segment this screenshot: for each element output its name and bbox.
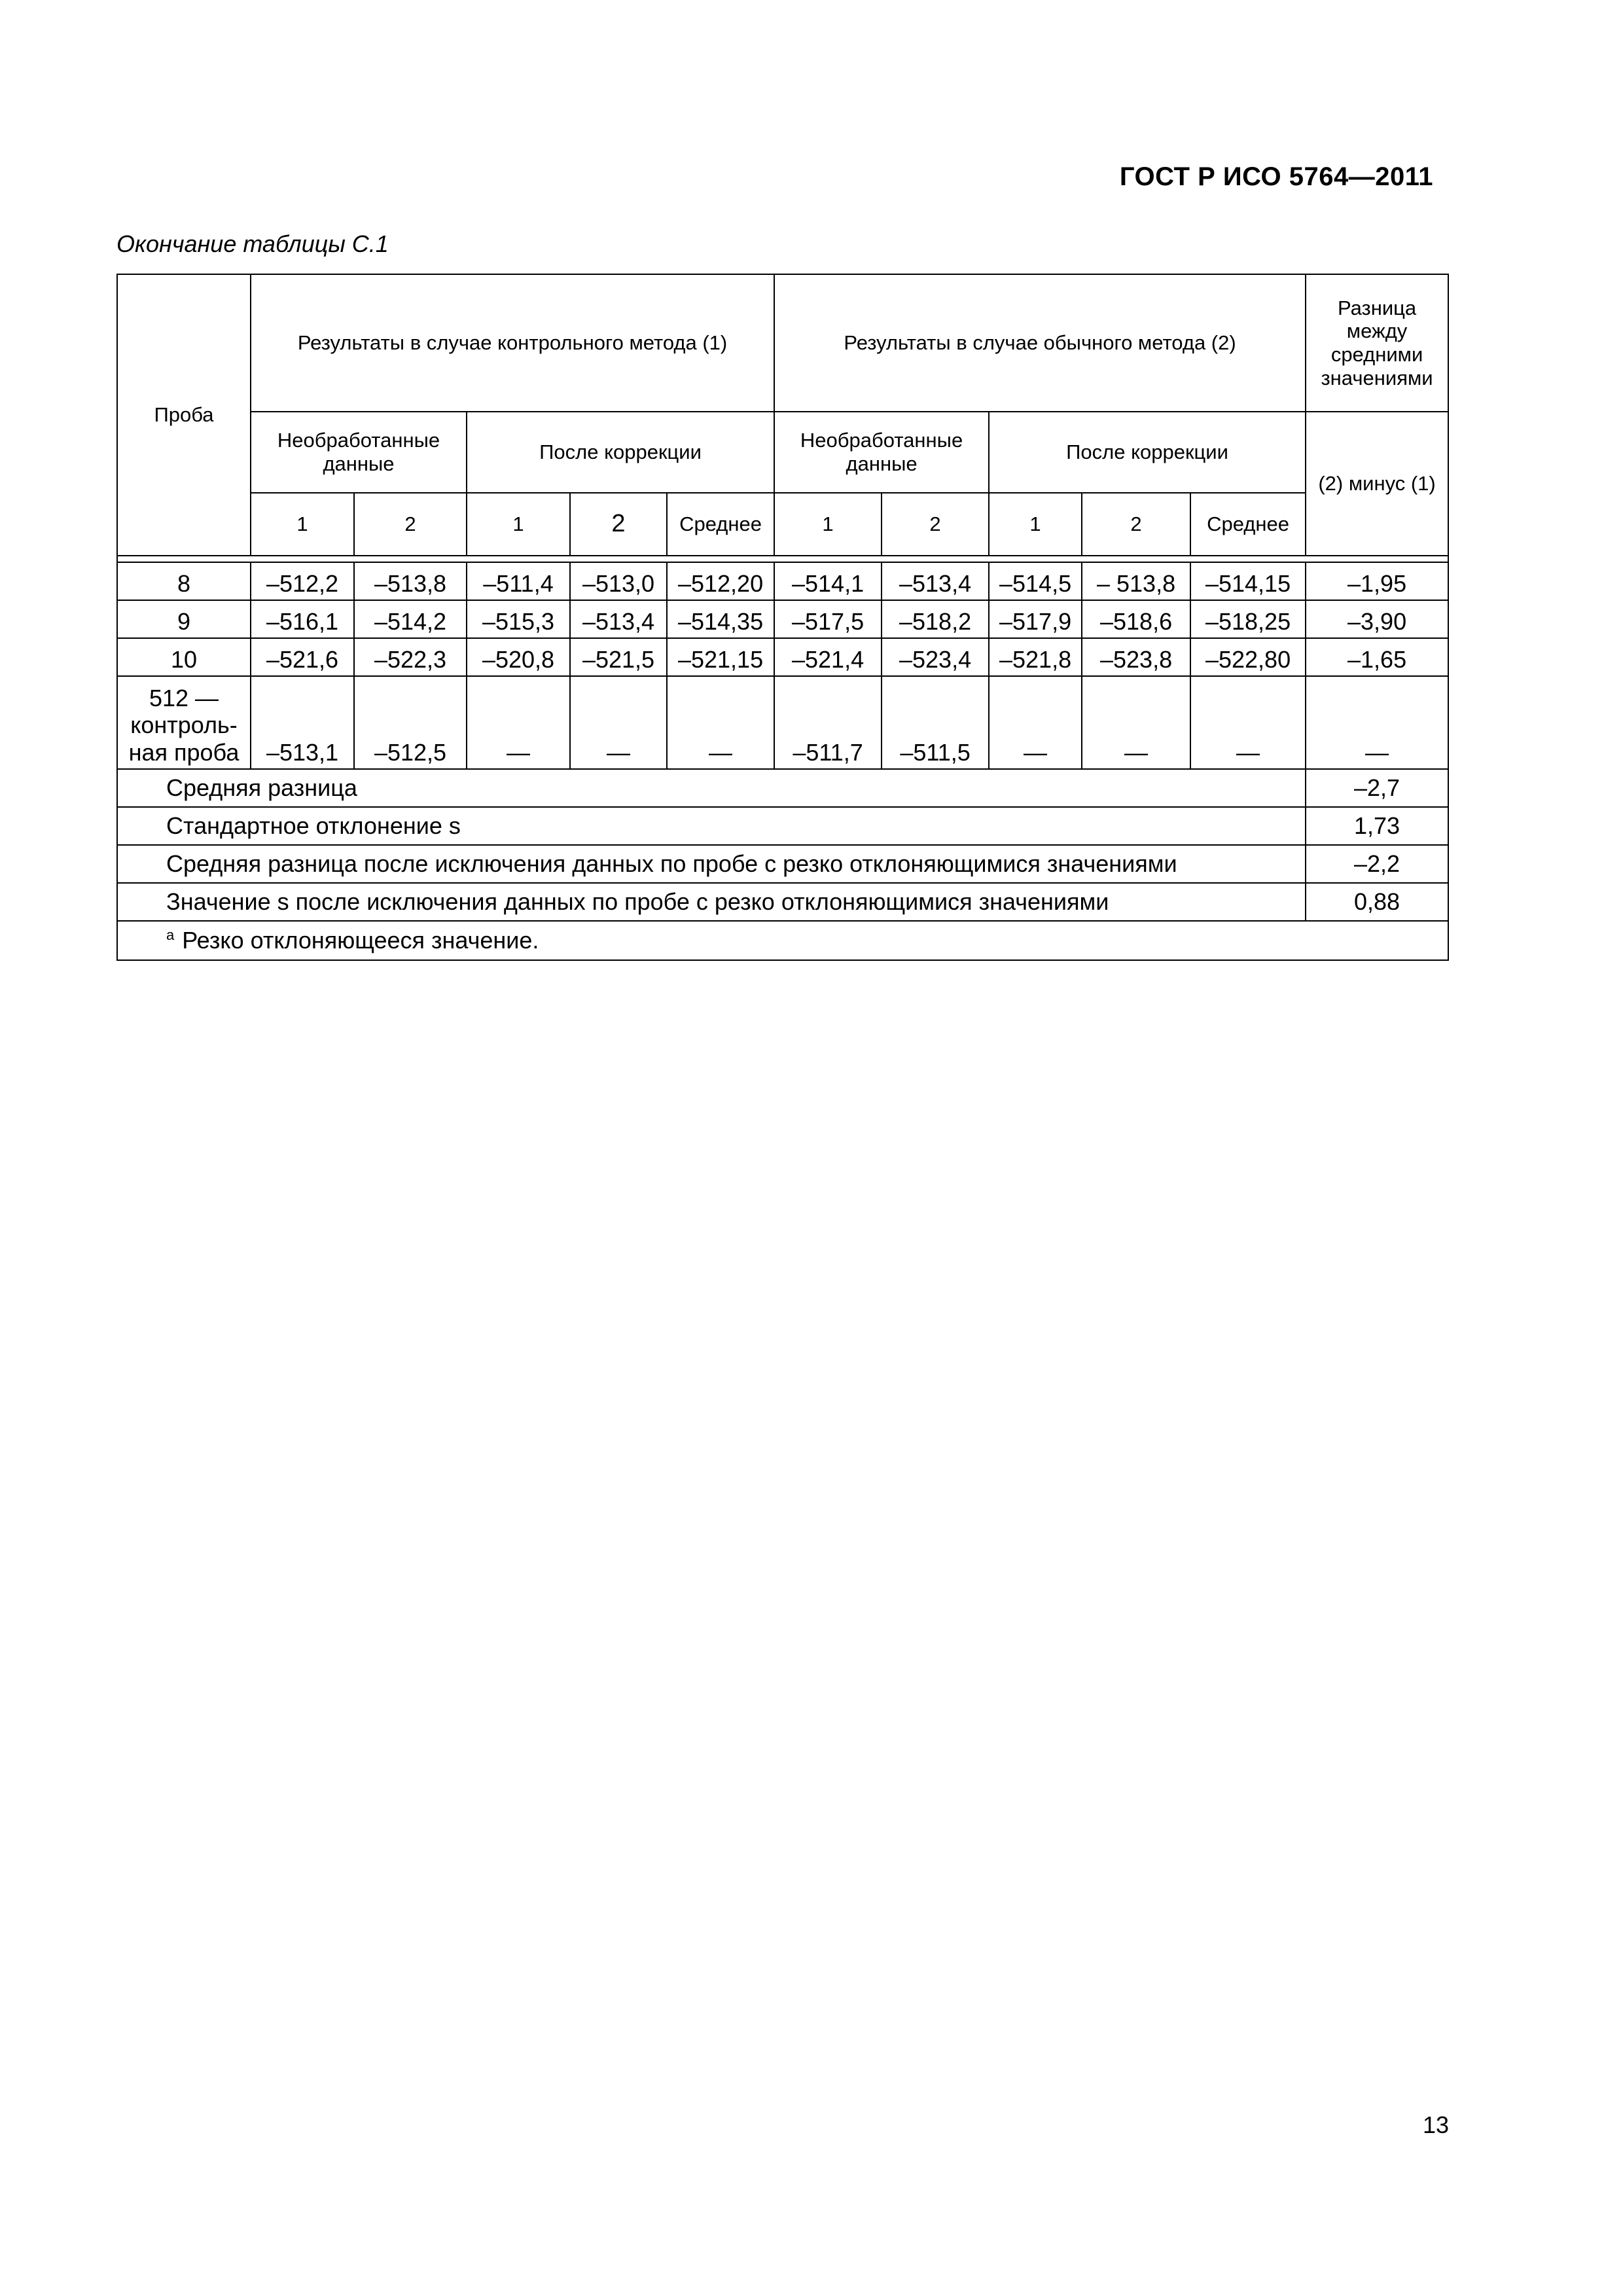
cell-sample: 8 (117, 562, 251, 600)
cell-value: –518,25 (1190, 600, 1306, 638)
header-row-2 (117, 412, 1448, 493)
cell-value: –514,1 (774, 562, 882, 600)
cell-diff: –1,65 (1306, 638, 1448, 676)
page-number: 13 (1422, 2111, 1449, 2138)
document-code: ГОСТ Р ИСО 5764—2011 (1119, 162, 1433, 191)
footnote-text: Резко отклоняющееся значение. (182, 927, 539, 954)
table-row (117, 562, 1448, 600)
cell-value: –515,3 (467, 600, 570, 638)
cell-value: — (570, 676, 667, 769)
cell-value: –511,4 (467, 562, 570, 600)
cell-value: –514,15 (1190, 562, 1306, 600)
header-col-2: 2 (570, 493, 667, 556)
summary-row (117, 769, 1448, 807)
header-raw-data-control: Необработанные данные (251, 412, 467, 493)
cell-value: –512,2 (251, 562, 354, 600)
cell-value: — (467, 676, 570, 769)
cell-value: –514,35 (667, 600, 774, 638)
cell-value: –516,1 (251, 600, 354, 638)
cell-value: –513,4 (570, 600, 667, 638)
cell-value: –514,2 (354, 600, 467, 638)
cell-value: –521,6 (251, 638, 354, 676)
summary-value: 1,73 (1306, 807, 1448, 845)
cell-value: –521,15 (667, 638, 774, 676)
cell-diff: –1,95 (1306, 562, 1448, 600)
table-row (117, 676, 1448, 769)
summary-label: Стандартное отклонение s (117, 807, 1306, 845)
header-mean: Среднее (1190, 493, 1306, 556)
summary-row (117, 845, 1448, 883)
cell-value: –521,8 (989, 638, 1082, 676)
header-mean: Среднее (667, 493, 774, 556)
summary-label: Средняя разница (117, 769, 1306, 807)
header-separator (117, 556, 1448, 562)
cell-value: –514,5 (989, 562, 1082, 600)
header-ordinary-method: Результаты в случае обычного метода (2) (774, 274, 1306, 412)
cell-value: –513,4 (882, 562, 989, 600)
summary-value: –2,2 (1306, 845, 1448, 883)
summary-row (117, 883, 1448, 921)
header-col-2: 2 (354, 493, 467, 556)
table-caption: Окончание таблицы С.1 (116, 230, 389, 257)
cell-sample: 9 (117, 600, 251, 638)
summary-row (117, 807, 1448, 845)
summary-value: –2,7 (1306, 769, 1448, 807)
header-row-3 (117, 493, 1448, 556)
cell-value: –517,9 (989, 600, 1082, 638)
header-diff-formula: (2) минус (1) (1306, 412, 1448, 556)
header-control-method: Результаты в случае контрольного метода (1) (251, 274, 774, 412)
cell-value: –512,20 (667, 562, 774, 600)
cell-value: –521,5 (570, 638, 667, 676)
cell-value: –523,8 (1082, 638, 1190, 676)
cell-value: — (667, 676, 774, 769)
header-col-2: 2 (882, 493, 989, 556)
header-row-1 (117, 274, 1448, 412)
cell-value: –518,6 (1082, 600, 1190, 638)
table-row (117, 638, 1448, 676)
header-raw-data-ordinary: Необработанные данные (774, 412, 989, 493)
table-row (117, 600, 1448, 638)
cell-value: –523,4 (882, 638, 989, 676)
cell-value: –522,80 (1190, 638, 1306, 676)
header-col-1: 1 (251, 493, 354, 556)
cell-value: –513,8 (354, 562, 467, 600)
cell-value: –522,3 (354, 638, 467, 676)
cell-value: — (1190, 676, 1306, 769)
header-difference: Разница между средними значениями (1306, 274, 1448, 412)
cell-value: –520,8 (467, 638, 570, 676)
cell-value: — (1082, 676, 1190, 769)
results-table (116, 274, 1449, 961)
summary-label: Средняя разница после исключения данных по пробе с резко отклоняющимися значениями (117, 845, 1306, 883)
header-col-2: 2 (1082, 493, 1190, 556)
cell-value: –513,0 (570, 562, 667, 600)
cell-value: –511,5 (882, 676, 989, 769)
summary-label: Значение s после исключения данных по пробе с резко отклоняющимися значениями (117, 883, 1306, 921)
cell-sample: 512 — контроль-ная проба (117, 676, 251, 769)
cell-value: –512,5 (354, 676, 467, 769)
summary-value: 0,88 (1306, 883, 1448, 921)
cell-value: –511,7 (774, 676, 882, 769)
header-after-correction-ordinary: После коррекции (989, 412, 1306, 493)
footnote-marker: a (166, 927, 175, 944)
header-col-1: 1 (467, 493, 570, 556)
cell-value: –513,1 (251, 676, 354, 769)
cell-sample: 10 (117, 638, 251, 676)
cell-value: – 513,8 (1082, 562, 1190, 600)
cell-diff: –3,90 (1306, 600, 1448, 638)
footnote (117, 921, 1448, 960)
footnote-row (117, 921, 1448, 960)
cell-value: –517,5 (774, 600, 882, 638)
header-col-1: 1 (774, 493, 882, 556)
cell-value: — (989, 676, 1082, 769)
cell-value: –521,4 (774, 638, 882, 676)
header-col-1: 1 (989, 493, 1082, 556)
header-sample: Проба (117, 274, 251, 556)
cell-value: –518,2 (882, 600, 989, 638)
header-after-correction-control: После коррекции (467, 412, 774, 493)
cell-diff: — (1306, 676, 1448, 769)
